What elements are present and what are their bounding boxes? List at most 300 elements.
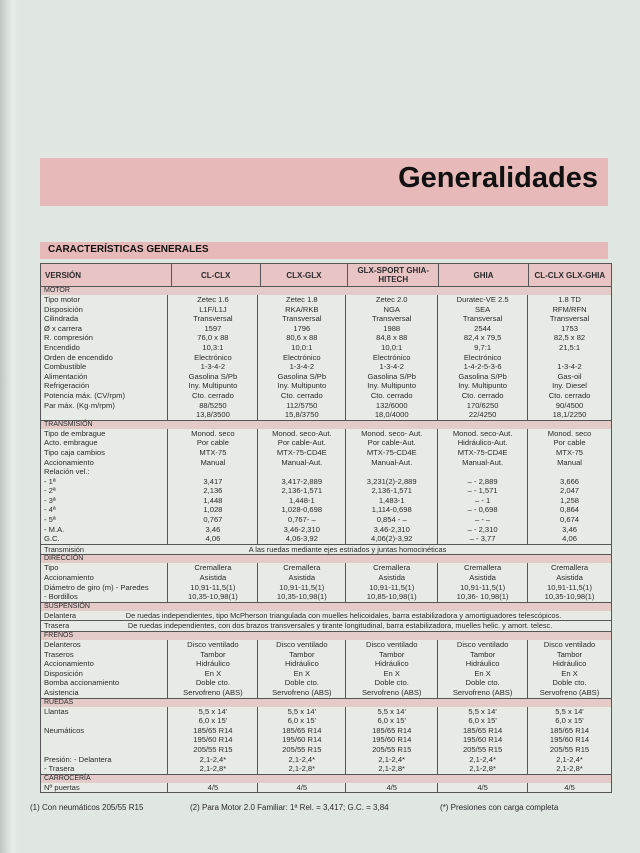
footnote-3: (*) Presiones con carga completa <box>440 803 559 812</box>
frenos-col-1 <box>167 640 257 698</box>
motor-cell: 13,8/3500 <box>196 410 230 420</box>
motor-cell: 1988 <box>383 323 401 333</box>
section-heading-motor: MOTOR <box>40 287 612 295</box>
motor-cell: 2544 <box>474 323 492 333</box>
carroceria-col-1 <box>167 783 257 793</box>
motor-cell: Electrónico <box>283 352 321 362</box>
transmision-label: - 2ª <box>44 486 56 496</box>
transmision-cell: 3,46-2,310 <box>283 524 320 534</box>
transmision-note-label: Transmisión <box>44 544 84 554</box>
transmision-label: - M.A. <box>44 524 65 534</box>
transmision-cell: 3,417-2,889 <box>281 476 323 486</box>
frenos-col-4 <box>437 640 527 698</box>
motor-label: Alimentación <box>44 371 88 381</box>
transmision-cell: 1,483-1 <box>378 495 405 505</box>
transmision-cell: 1,114-0,698 <box>371 505 412 515</box>
motor-cell: Electrónico <box>463 352 502 362</box>
transmision-cell: 0,674 <box>560 515 580 525</box>
motor-cell: Cto. cerrado <box>370 390 413 400</box>
transmision-label: - 4ª <box>44 505 56 515</box>
motor-cell: L1F/L1J <box>199 304 227 314</box>
transmision-col-4 <box>437 429 527 544</box>
ruedas-cell: 2,1-2,4* <box>556 754 583 764</box>
transmision-cell: Por cable <box>196 438 229 448</box>
transmision-cell: – - 2,889 <box>467 476 498 486</box>
transmision-cell: Por cable-Aut. <box>277 438 326 448</box>
motor-col-5 <box>527 295 611 420</box>
direccion-cell: 10,35-10,98(1) <box>276 592 327 602</box>
transmision-cell: 4,06 <box>205 534 221 544</box>
motor-cell: Transversal <box>549 314 590 324</box>
motor-cell: Electrónico <box>194 352 232 362</box>
transmision-label: Tipo de embrague <box>44 428 106 438</box>
transmision-cell: Monod. seco- Aut. <box>361 428 423 438</box>
motor-cell: 1-3-4-2 <box>379 362 404 372</box>
transmision-label: G.C. <box>44 534 60 544</box>
ruedas-col-2 <box>257 707 345 774</box>
frenos-label: Accionamiento <box>44 659 94 669</box>
transmision-labels <box>41 429 167 544</box>
direccion-cell: 10,35-10,98(1) <box>544 592 595 602</box>
motor-cell: NGA <box>383 304 400 314</box>
ruedas-cell: 195/60 R14 <box>193 735 233 745</box>
frenos-col-3 <box>345 640 437 698</box>
motor-col-3 <box>345 295 437 420</box>
direccion-label: Tipo <box>44 563 59 573</box>
carroceria-labels <box>41 783 167 793</box>
ruedas-cell: 185/65 R14 <box>462 725 503 735</box>
transmision-col-3 <box>345 429 437 544</box>
carroceria-col-5 <box>527 783 611 793</box>
specs-table <box>40 263 612 793</box>
motor-cell: Cto. cerrado <box>192 390 234 400</box>
ruedas-cell: 195/60 R14 <box>462 735 503 745</box>
carroceria-cell: 4/5 <box>207 782 219 792</box>
footnotes <box>30 803 610 817</box>
transmision-cell: 3,46-2,310 <box>373 524 410 534</box>
carroceria-cell: 4/5 <box>386 782 397 792</box>
suspension-text: De ruedas independientes, tipo McPherson triangulada con muelles helicoidales, barra estabilizadora y amortiguadores telescópicos. <box>125 610 562 620</box>
transmision-cell: Monod. seco <box>191 428 235 438</box>
motor-cell: Zetec 2.0 <box>375 295 408 304</box>
ruedas-cell: 2,1-2,4* <box>378 754 406 764</box>
carroceria-cell: 4/5 <box>564 782 575 792</box>
ruedas-cell: 5,5 x 14' <box>287 706 317 716</box>
motor-cell: SEA <box>475 304 491 314</box>
direccion-cell: Cremallera <box>194 563 232 573</box>
carroceria-block <box>40 783 612 794</box>
suspension-text: De ruedas independientes, con dos brazos transversales y tirante longitudinal, barra estabilizadora, muelles helic. y amort. telesc. <box>127 621 553 631</box>
transmision-label: - 5ª <box>44 515 56 525</box>
ruedas-col-3 <box>345 707 437 774</box>
motor-cell: 18,0/4000 <box>374 410 409 420</box>
motor-cell: Cto. cerrado <box>461 390 504 400</box>
transmision-col-5 <box>527 429 611 544</box>
transmision-cell: 2,136-1,571 <box>281 486 323 496</box>
transmision-cell: MTX-75 <box>556 447 584 457</box>
ruedas-cell: 185/65 R14 <box>282 725 322 735</box>
ruedas-label: Presión: - Delantera <box>44 754 112 764</box>
footnote-1: (1) Con neumáticos 205/55 R15 <box>30 803 144 812</box>
frenos-cell: Tambor <box>289 649 315 659</box>
transmision-cell: – - 1 <box>475 495 491 505</box>
motor-cell: Zetec 1.8 <box>285 295 318 304</box>
motor-cell: 1-3-4-2 <box>200 362 226 372</box>
motor-cell: 82,5 x 82 <box>553 333 586 343</box>
motor-cell: 170/6250 <box>466 400 499 410</box>
header-col-2: CLX-GLX <box>260 264 347 286</box>
motor-cell: 80,6 x 88 <box>286 333 318 343</box>
motor-col-1 <box>167 295 257 420</box>
motor-cell: RKA/RKB <box>285 304 319 314</box>
ruedas-label <box>44 745 167 755</box>
motor-cell: 9,7:1 <box>474 342 492 352</box>
direccion-label: Diámetro de giro (m) - Paredes <box>44 582 149 592</box>
direccion-cell: 10,91-11,5(1) <box>190 582 236 592</box>
direccion-cell: Asistida <box>288 573 316 583</box>
transmision-cell: Monod. seco-Aut. <box>272 428 332 438</box>
transmision-cell: Monod. seco <box>547 428 592 438</box>
frenos-cell: Tambor <box>469 649 496 659</box>
motor-cell: Gasolina S/Pb <box>458 371 507 381</box>
motor-cell: 1.8 TD <box>558 295 581 304</box>
ruedas-cell: 2,1-2,8* <box>199 764 227 774</box>
section-band <box>40 242 608 259</box>
direccion-block <box>40 563 612 602</box>
transmision-cell: Manual-Aut. <box>281 457 323 467</box>
frenos-col-2 <box>257 640 345 698</box>
frenos-cell: Hidráulico <box>284 659 319 669</box>
section-heading-ruedas: RUEDAS <box>40 699 612 707</box>
transmision-cell: 4,06(2)-3,92 <box>371 534 413 544</box>
direccion-cell: Cremallera <box>550 563 589 573</box>
motor-cell: 88/5250 <box>199 400 227 410</box>
transmision-cell: Manual-Aut. <box>371 457 413 467</box>
ruedas-cell: 205/55 R15 <box>462 744 503 754</box>
frenos-labels <box>41 640 167 698</box>
direccion-col-2 <box>257 563 345 601</box>
transmision-cell: 4,06-3,92 <box>285 534 318 544</box>
frenos-cell: Doble cto. <box>195 678 231 688</box>
transmision-cell: MTX-75 <box>199 447 227 457</box>
ruedas-cell: 2,1-2,4* <box>199 754 227 764</box>
motor-cell: 90/4500 <box>555 400 584 410</box>
direccion-cell: Cremallera <box>373 563 411 573</box>
motor-cell: Transversal <box>193 314 233 324</box>
transmision-note-row <box>40 545 612 556</box>
motor-cell: 10,0:1 <box>381 342 403 352</box>
section-heading-carroceria: CARROCERÍA <box>40 775 612 783</box>
motor-cell: 82,4 x 79,5 <box>463 333 502 343</box>
frenos-cell: Hidráulico <box>196 659 230 669</box>
frenos-label: Bomba accionamiento <box>44 678 120 688</box>
direccion-cell: Cremallera <box>464 563 502 573</box>
direccion-cell: Asistida <box>378 573 406 583</box>
motor-label: Encendido <box>44 342 80 352</box>
frenos-cell: Disco ventilado <box>543 640 596 649</box>
motor-col-2 <box>257 295 345 420</box>
transmision-cell: 3,231(2)-2,889 <box>366 476 417 486</box>
frenos-cell: En X <box>474 668 491 678</box>
ruedas-cell: 2,1-2,4* <box>288 754 316 764</box>
frenos-cell: Tambor <box>556 649 583 659</box>
suspension-row <box>40 621 612 632</box>
frenos-cell: Tambor <box>379 649 405 659</box>
transmision-cell: Por cable-Aut. <box>367 438 416 448</box>
ruedas-cell: 5,5 x 14' <box>377 706 406 716</box>
ruedas-label: - Trasera <box>44 764 75 774</box>
transmision-cell <box>258 467 345 477</box>
carroceria-cell: 4/5 <box>477 782 488 792</box>
ruedas-label <box>44 735 167 745</box>
motor-cell: Gasolina S/Pb <box>367 371 416 381</box>
direccion-cell: Cremallera <box>283 563 321 573</box>
motor-label: R. compresión <box>44 333 93 343</box>
transmision-note: A las ruedas mediante ejes estriados y juntas homocinéticas <box>248 544 447 554</box>
transmision-cell: 3,417 <box>203 476 223 486</box>
transmision-cell: Monod. seco-Aut. <box>452 428 513 438</box>
frenos-cell: Servofreno (ABS) <box>452 687 513 697</box>
ruedas-cell: 195/60 R14 <box>282 735 322 745</box>
transmision-cell: Por cable <box>553 438 586 448</box>
suspension-row <box>40 611 612 622</box>
motor-cell: Gasolina S/Pb <box>188 371 238 381</box>
suspension-label: Delantera <box>44 610 77 620</box>
ruedas-cell: 6,0 x 15' <box>287 716 317 726</box>
motor-cell: 10,0:1 <box>291 342 313 352</box>
ruedas-cell: 205/55 R15 <box>193 744 233 754</box>
carroceria-label: Nº puertas <box>44 782 80 792</box>
transmision-cell: – - – <box>475 515 491 525</box>
transmision-cell: – - 1,571 <box>467 486 498 496</box>
motor-cell: 10,3:1 <box>202 342 224 352</box>
transmision-col-2 <box>257 429 345 544</box>
transmision-label: Tipo caja cambios <box>44 447 105 457</box>
transmision-label: Accionamiento <box>44 457 94 467</box>
direccion-label: - Bordillos <box>44 592 78 602</box>
frenos-cell: Disco ventilado <box>456 640 509 649</box>
transmision-cell: – - 3,77 <box>469 534 496 544</box>
motor-cell: Iny. Multipunto <box>277 381 327 391</box>
carroceria-col-3 <box>345 783 437 793</box>
frenos-cell: Servofreno (ABS) <box>539 687 600 697</box>
section-heading-frenos: FRENOS <box>40 632 612 640</box>
carroceria-col-4 <box>437 783 527 793</box>
motor-cell: 1-3-4-2 <box>557 362 582 372</box>
motor-cell: 1753 <box>561 323 578 333</box>
title-band <box>40 158 608 206</box>
ruedas-col-4 <box>437 707 527 774</box>
motor-label: Tipo motor <box>44 295 81 304</box>
motor-cell <box>528 353 611 363</box>
motor-label: Potencia máx. (CV/rpm) <box>44 390 126 400</box>
section-heading-direccion: DIRECCIÓN <box>40 555 612 563</box>
frenos-cell: Doble cto. <box>374 678 409 688</box>
frenos-block <box>40 640 612 699</box>
direccion-cell: 10,35-10,98(1) <box>188 592 238 602</box>
motor-cell: Gasolina S/Pb <box>277 371 327 381</box>
motor-cell: Transversal <box>372 314 412 324</box>
frenos-cell: Hidráulico <box>374 659 409 669</box>
ruedas-cell: 195/60 R14 <box>372 735 412 745</box>
ruedas-col-1 <box>167 707 257 774</box>
header-col-4: GHIA <box>438 264 527 286</box>
transmision-cell: 2,136-1,571 <box>371 486 412 496</box>
frenos-cell: En X <box>204 668 222 678</box>
direccion-cell: 10,91-11,5(1) <box>460 582 506 592</box>
ruedas-cell: 2,1-2,4* <box>469 754 496 764</box>
motor-cell: 22/4250 <box>468 410 497 420</box>
transmision-col-1 <box>167 429 257 544</box>
motor-cell: Iny. Diesel <box>552 381 587 391</box>
transmision-cell: 3,666 <box>560 476 580 486</box>
motor-col-4 <box>437 295 527 420</box>
direccion-col-1 <box>167 563 257 601</box>
frenos-cell: En X <box>561 668 578 678</box>
ruedas-cell: 2,1-2,8* <box>469 764 496 774</box>
motor-cell: Electrónico <box>372 352 411 362</box>
motor-cell: 1597 <box>204 323 222 333</box>
direccion-cell: 10,91-11,5(1) <box>369 582 415 592</box>
transmision-cell: 1,258 <box>560 495 580 505</box>
motor-cell: Cto. cerrado <box>280 390 323 400</box>
transmision-label: - 3ª <box>44 495 56 505</box>
page-binding-shadow <box>0 0 18 853</box>
transmision-cell: 1,028 <box>203 505 223 515</box>
transmision-block <box>40 429 612 545</box>
transmision-label: Acto. embrague <box>44 438 98 448</box>
ruedas-cell: 2,1-2,8* <box>288 764 316 774</box>
motor-cell: 1-4-2-5-3-6 <box>463 362 502 372</box>
ruedas-cell: 6,0 x 15' <box>377 716 406 726</box>
header-col-3: GLX-SPORT GHIA-HITECH <box>347 264 438 286</box>
motor-labels <box>41 295 167 420</box>
transmision-cell: 2,047 <box>560 486 580 496</box>
frenos-cell: Servofreno (ABS) <box>272 687 332 697</box>
direccion-col-4 <box>437 563 527 601</box>
motor-cell: 1-3-4-2 <box>289 362 315 372</box>
motor-label: Ø x carrera <box>44 323 82 333</box>
motor-cell: Gas-oil <box>557 371 582 381</box>
ruedas-cell: 5,5 x 14' <box>198 706 228 716</box>
page-title: Generalidades <box>398 162 598 194</box>
transmision-label: - 1ª <box>44 476 56 486</box>
motor-cell: 84,8 x 88 <box>376 333 408 343</box>
header-version: VERSIÓN <box>45 270 82 280</box>
ruedas-labels <box>41 707 167 774</box>
frenos-cell: Tambor <box>200 649 226 659</box>
direccion-label: Accionamiento <box>44 573 94 583</box>
transmision-cell: 3,46 <box>562 524 577 534</box>
motor-cell: Transversal <box>462 314 503 324</box>
transmision-cell: 3,46 <box>205 524 221 534</box>
frenos-label: Disposición <box>44 668 83 678</box>
direccion-cell: 10,91-11,5(1) <box>279 582 325 592</box>
direccion-col-3 <box>345 563 437 601</box>
ruedas-col-5 <box>527 707 611 774</box>
transmision-cell: 1,028-0,698 <box>281 505 323 515</box>
ruedas-cell: 2,1-2,8* <box>556 764 583 774</box>
table-header-row <box>40 263 612 287</box>
frenos-cell: Doble cto. <box>552 678 587 688</box>
motor-cell: 21,5:1 <box>558 342 581 352</box>
frenos-label: Asistencia <box>44 687 79 697</box>
frenos-cell: Servofreno (ABS) <box>183 687 243 697</box>
frenos-label: Delanteros <box>44 640 81 649</box>
ruedas-cell: 205/55 R15 <box>282 744 322 754</box>
ruedas-cell: 5,5 x 14' <box>468 706 497 716</box>
frenos-label: Traseros <box>44 649 74 659</box>
ruedas-cell: 185/65 R14 <box>549 725 590 735</box>
motor-cell: 15,8/3750 <box>284 410 319 420</box>
ruedas-cell: 6,0 x 15' <box>555 716 584 726</box>
ruedas-cell: 5,5 x 14' <box>555 706 584 716</box>
ruedas-cell: 6,0 x 15' <box>198 716 228 726</box>
motor-cell: Iny. Multipunto <box>458 381 508 391</box>
direccion-cell: Asistida <box>556 573 583 583</box>
frenos-cell: Disco ventilado <box>187 640 239 649</box>
motor-label: Orden de encendido <box>44 352 113 362</box>
transmision-label: Relación vel.: <box>44 467 90 477</box>
frenos-cell: Disco ventilado <box>276 640 328 649</box>
ruedas-cell: 2,1-2,8* <box>378 764 406 774</box>
footnote-2: (2) Para Motor 2.0 Familiar: 1ª Rel. = 3,417; G.C. = 3,84 <box>190 803 389 812</box>
transmision-cell: Manual-Aut. <box>462 457 504 467</box>
direccion-cell: 10,91-11,5(1) <box>547 582 593 592</box>
motor-cell: RFM/RFN <box>552 304 587 314</box>
frenos-cell: Doble cto. <box>284 678 319 688</box>
ruedas-block <box>40 707 612 775</box>
frenos-cell: Hidráulico <box>465 659 500 669</box>
motor-cell: Transversal <box>282 314 322 324</box>
transmision-cell: 1,448 <box>203 495 223 505</box>
direccion-col-5 <box>527 563 611 601</box>
motor-cell: Iny. Multipunto <box>188 381 238 391</box>
transmision-cell: Manual <box>557 457 582 467</box>
ruedas-cell: 195/60 R14 <box>549 735 590 745</box>
frenos-col-5 <box>527 640 611 698</box>
transmision-cell: 0,854 - – <box>376 515 407 525</box>
transmision-cell: 1,448-1 <box>288 495 315 505</box>
motor-cell: 76,0 x 88 <box>197 333 229 343</box>
carroceria-cell: 4/5 <box>296 782 308 792</box>
motor-label: Disposición <box>44 304 83 314</box>
transmision-cell <box>528 467 611 477</box>
direccion-cell: 10,36- 10,98(1) <box>456 592 509 602</box>
motor-label: Combustible <box>44 362 87 372</box>
transmision-cell: 0,767- – <box>287 515 316 525</box>
header-col-5: CL-CLX GLX-GHIA <box>528 264 611 286</box>
direccion-labels <box>41 563 167 601</box>
ruedas-cell: 6,0 x 15' <box>468 716 497 726</box>
motor-cell: Iny. Multipunto <box>367 381 417 391</box>
transmision-cell: MTX-75-CD4E <box>276 447 327 457</box>
ruedas-cell: 205/55 R15 <box>372 744 412 754</box>
motor-label: Par máx. (Kg·m/rpm) <box>44 400 115 410</box>
motor-block <box>40 295 612 421</box>
motor-label: Refrigeración <box>44 381 90 391</box>
transmision-cell: MTX-75-CD4E <box>366 447 417 457</box>
section-heading-transmision: TRANSMISIÓN <box>40 421 612 429</box>
ruedas-cell: 205/55 R15 <box>549 744 590 754</box>
transmision-cell: Manual <box>200 457 226 467</box>
motor-label: Cilindrada <box>44 314 79 324</box>
transmision-cell: Hidráulico-Aut. <box>457 438 508 448</box>
direccion-cell: Asistida <box>199 573 227 583</box>
frenos-cell: Hidráulico <box>552 659 587 669</box>
motor-cell: Cto. cerrado <box>548 390 591 400</box>
ruedas-cell: 185/65 R14 <box>193 725 233 735</box>
